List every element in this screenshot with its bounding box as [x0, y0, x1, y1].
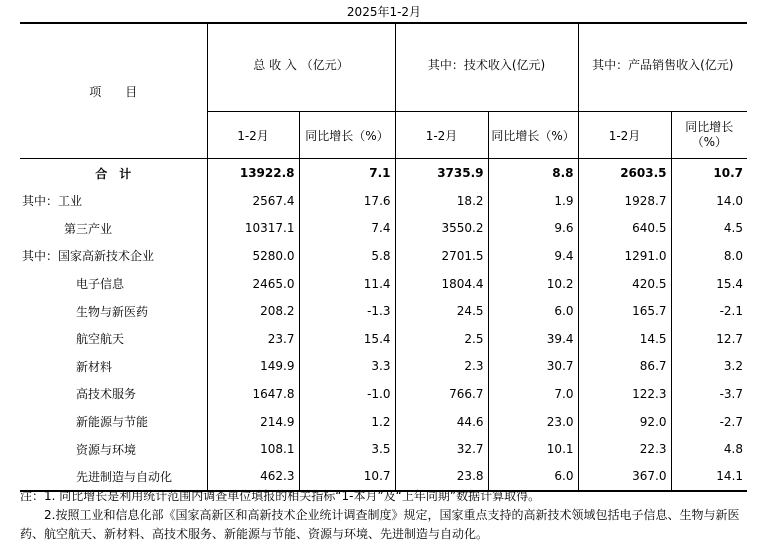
cell-value: 14.1: [671, 463, 747, 491]
table-row: [20, 325, 747, 353]
cell-value: 15.4: [671, 270, 747, 298]
total-value: 13922.8: [207, 159, 299, 188]
cell-value: 44.6: [395, 408, 488, 436]
statistics-table: [20, 22, 747, 492]
cell-value: 10.7: [299, 463, 395, 491]
footnote-line: 注：1. 同比增长是利用统计范围内调查单位填报的相关指标“1-本月”及“上年同期”数据计算取得。: [20, 489, 541, 503]
cell-value: -2.1: [671, 297, 747, 325]
header-tech-income: 其中：技术收入(亿元): [395, 52, 578, 112]
cell-value: 92.0: [578, 408, 671, 436]
cell-value: 14.0: [671, 187, 747, 215]
table-row: [20, 297, 747, 325]
cell-value: 165.7: [578, 297, 671, 325]
table-row: [20, 215, 747, 243]
row-label: 航空航天: [76, 332, 125, 347]
cell-value: 1928.7: [578, 187, 671, 215]
cell-value: 5280.0: [207, 242, 299, 270]
cell-value: 86.7: [578, 353, 671, 381]
cell-value: 1647.8: [207, 380, 299, 408]
total-row: [20, 159, 747, 188]
cell-value: 12.7: [671, 325, 747, 353]
cell-value: 10.1: [488, 435, 578, 463]
cell-value: 1.9: [488, 187, 578, 215]
row-label: 其中：国家高新技术企业: [22, 249, 155, 264]
table-row: [20, 242, 747, 270]
total-value: 3735.9: [395, 159, 488, 188]
header-yoy-line1: 同比增长: [685, 120, 734, 134]
cell-value: 3.3: [299, 353, 395, 381]
footnote-line: 2.按照工业和信息化部《国家高新区和高新技术企业统计调查制度》规定，国家重点支持的高新技术领域包括电子信息、生物与新医药、航空航天、新材料、高技术服务、新能源与节能、资源与环境、先进制造与自动化。: [20, 508, 740, 541]
total-value: 10.7: [671, 159, 747, 188]
cell-value: 23.7: [207, 325, 299, 353]
cell-value: 2567.4: [207, 187, 299, 215]
cell-value: 640.5: [578, 215, 671, 243]
cell-value: 2.3: [395, 353, 488, 381]
header-yoy: 同比增长（%）: [299, 112, 395, 159]
cell-value: 2.5: [395, 325, 488, 353]
cell-value: 15.4: [299, 325, 395, 353]
cell-value: 14.5: [578, 325, 671, 353]
cell-value: 208.2: [207, 297, 299, 325]
cell-value: 420.5: [578, 270, 671, 298]
cell-value: 4.8: [671, 435, 747, 463]
header-yoy-two-line: [671, 112, 747, 159]
cell-value: 367.0: [578, 463, 671, 491]
cell-value: -2.7: [671, 408, 747, 436]
cell-value: 10317.1: [207, 215, 299, 243]
cell-value: 766.7: [395, 380, 488, 408]
row-label: 新能源与节能: [76, 415, 149, 430]
cell-value: 149.9: [207, 353, 299, 381]
row-label: 高技术服务: [76, 387, 137, 402]
cell-value: 39.4: [488, 325, 578, 353]
cell-value: 1291.0: [578, 242, 671, 270]
cell-value: 1804.4: [395, 270, 488, 298]
cell-value: 5.8: [299, 242, 395, 270]
cell-value: 3.2: [671, 353, 747, 381]
header-item: 项 目: [20, 23, 207, 159]
row-label: 生物与新医药: [76, 304, 149, 319]
row-label: 先进制造与自动化: [76, 469, 173, 484]
table-row: [20, 353, 747, 381]
cell-value: 6.0: [488, 463, 578, 491]
table-row: [20, 380, 747, 408]
cell-value: 11.4: [299, 270, 395, 298]
cell-value: 2701.5: [395, 242, 488, 270]
cell-value: 6.0: [488, 297, 578, 325]
cell-value: 3550.2: [395, 215, 488, 243]
row-label: 电子信息: [76, 277, 125, 292]
cell-value: 32.7: [395, 435, 488, 463]
table-row: [20, 187, 747, 215]
cell-value: 214.9: [207, 408, 299, 436]
cell-value: 8.0: [671, 242, 747, 270]
cell-value: 23.0: [488, 408, 578, 436]
header-yoy: 同比增长（%）: [488, 112, 578, 159]
total-value: 8.8: [488, 159, 578, 188]
cell-value: 1.2: [299, 408, 395, 436]
cell-value: 462.3: [207, 463, 299, 491]
table-row: [20, 408, 747, 436]
cell-value: 18.2: [395, 187, 488, 215]
row-label: 其中：工业: [22, 194, 83, 209]
total-value: 2603.5: [578, 159, 671, 188]
cell-value: -1.0: [299, 380, 395, 408]
cell-value: 10.2: [488, 270, 578, 298]
header-period: 1-2月: [578, 112, 671, 159]
cell-value: 22.3: [578, 435, 671, 463]
cell-value: -1.3: [299, 297, 395, 325]
footnote: [20, 487, 760, 544]
total-value: 7.1: [299, 159, 395, 188]
table-row: [20, 270, 747, 298]
row-label: 新材料: [76, 359, 113, 374]
header-yoy-line2: （%）: [691, 135, 727, 149]
cell-value: 24.5: [395, 297, 488, 325]
cell-value: 17.6: [299, 187, 395, 215]
cell-value: 4.5: [671, 215, 747, 243]
header-product-income: 其中：产品销售收入(亿元): [578, 52, 747, 112]
cell-value: -3.7: [671, 380, 747, 408]
cell-value: 7.0: [488, 380, 578, 408]
row-label: 第三产业: [64, 221, 113, 236]
cell-value: 23.8: [395, 463, 488, 491]
cell-value: 7.4: [299, 215, 395, 243]
row-label: 资源与环境: [76, 442, 137, 457]
cell-value: 2465.0: [207, 270, 299, 298]
header-period: 1-2月: [395, 112, 488, 159]
cell-value: 122.3: [578, 380, 671, 408]
cell-value: 108.1: [207, 435, 299, 463]
cell-value: 30.7: [488, 353, 578, 381]
cell-value: 9.4: [488, 242, 578, 270]
cell-value: 3.5: [299, 435, 395, 463]
header-period: 1-2月: [207, 112, 299, 159]
table-row: [20, 435, 747, 463]
cell-value: 9.6: [488, 215, 578, 243]
total-label: 合 计: [95, 166, 132, 181]
table-title: 2025年1-2月: [346, 5, 422, 19]
header-total-income: 总 收 入 （亿元）: [207, 23, 395, 112]
